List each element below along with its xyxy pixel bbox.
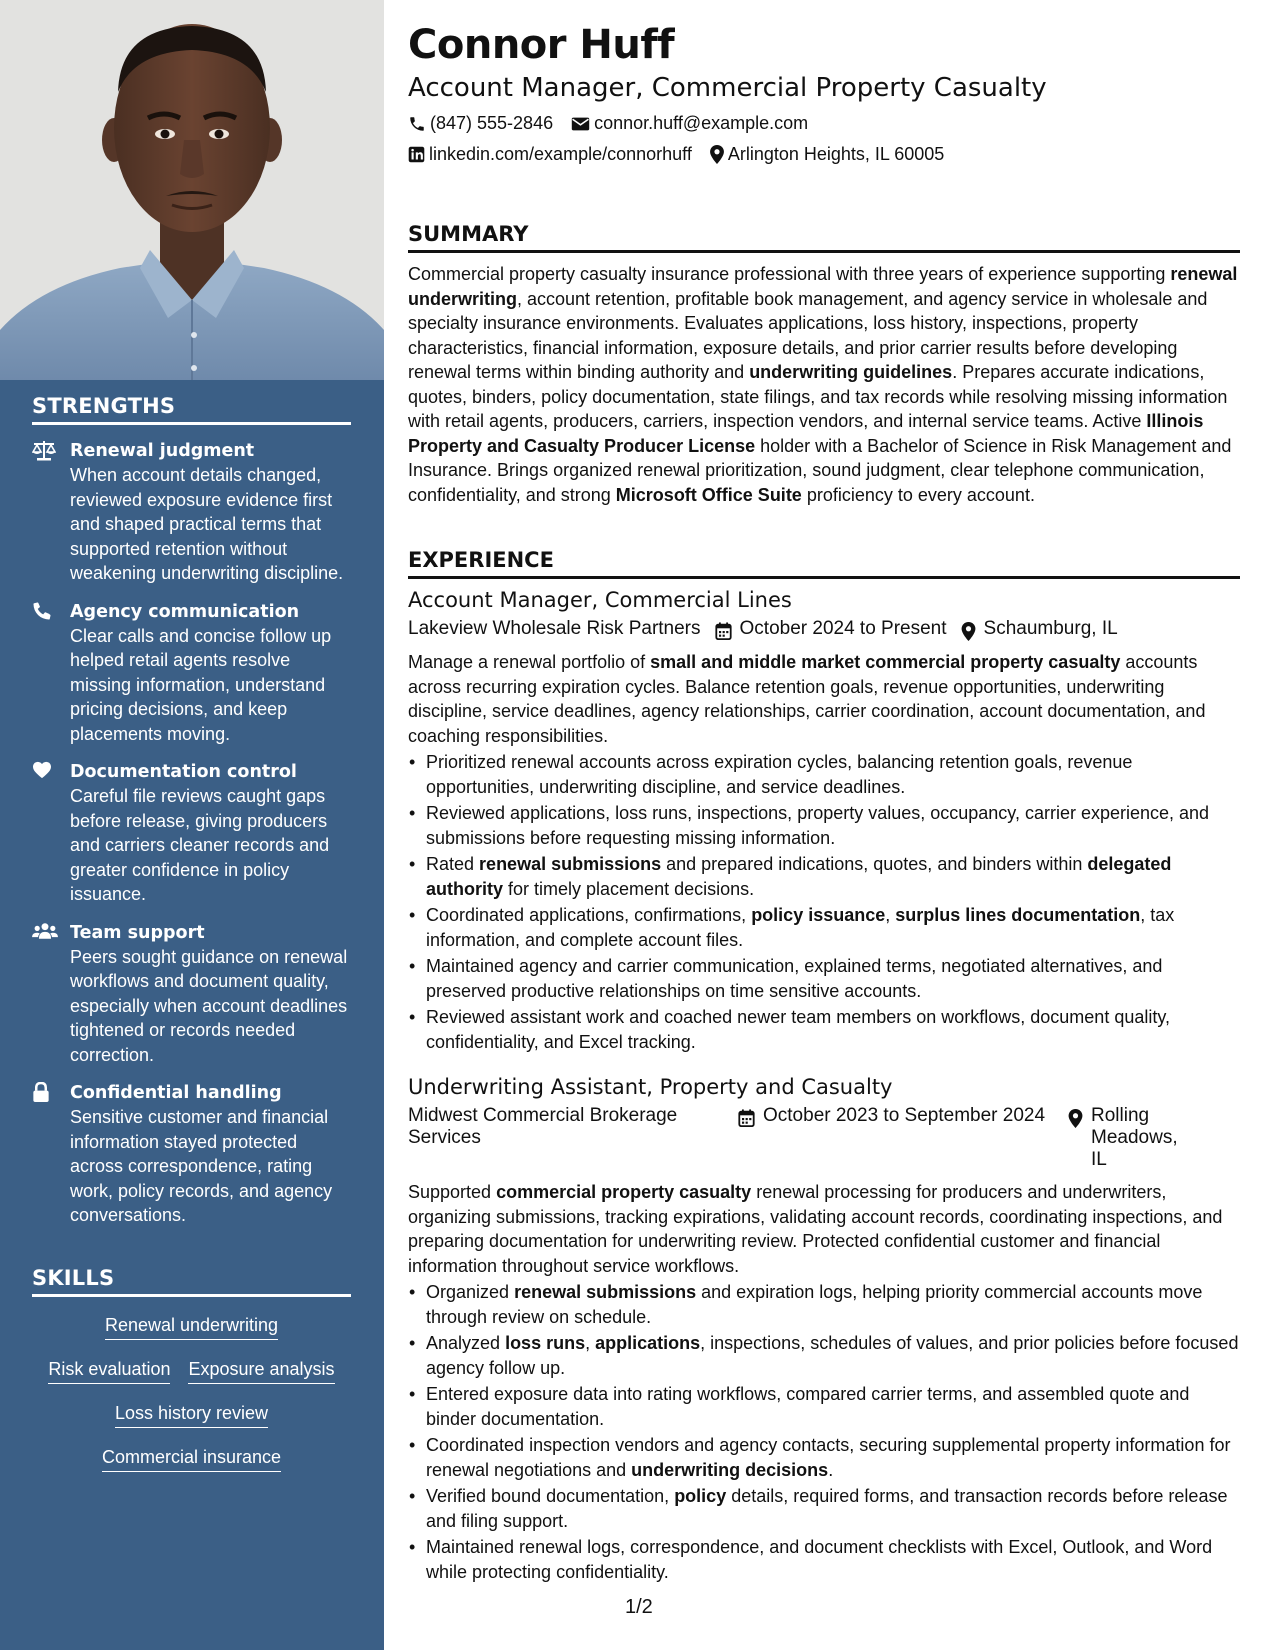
- bold-keyword: underwriting guidelines: [749, 362, 953, 382]
- strength-title: Renewal judgment: [70, 441, 255, 461]
- bold-keyword: policy issuance: [751, 905, 886, 925]
- text-run: Verified bound documentation,: [426, 1486, 675, 1506]
- bold-keyword: Illinois Property and Casualty Producer License: [408, 411, 1204, 456]
- company-text: Lakeview Wholesale Risk Partners: [408, 618, 701, 639]
- bullet-item: [408, 903, 1240, 952]
- text-run: accounts across recurring expiration cycles. Balance retention goals, revenue opportunities, underwriting discipline, service deadlines, agency relationships, carrier coordination, account documentation, and coaching responsibilities.: [408, 652, 1206, 746]
- job-intro: [408, 1180, 1240, 1278]
- map-pin-icon: [1068, 1109, 1083, 1128]
- text-run: Manage a renewal portfolio of: [408, 652, 651, 672]
- text-run: and expiration logs, helping priority commercial accounts move through review on schedule.: [426, 1282, 1203, 1327]
- job-bullets: [408, 1280, 1240, 1584]
- strengths-section: [32, 394, 351, 1242]
- text-run: Maintained agency and carrier communication, explained terms, negotiated alternatives, and preserved productive relationships on time sensitive accounts.: [426, 956, 1163, 1001]
- text-run: Prioritized renewal accounts across expiration cycles, balancing retention goals, revenue opportunities, underwriting discipline, and service deadlines.: [426, 752, 1133, 797]
- candidate-headline: Account Manager, Commercial Property Casualty: [408, 73, 1047, 103]
- summary-heading: SUMMARY: [408, 222, 1240, 253]
- strength-description: Careful file reviews caught gaps before release, giving producers and carriers cleaner records and greater confidence in policy issuance.: [70, 786, 330, 904]
- map-pin-icon: [710, 145, 724, 164]
- text-run: , inspections, schedules of values, and prior policies before focused agency follow up.: [426, 1333, 1239, 1378]
- linkedin-icon: [408, 146, 425, 163]
- skill-row: [32, 1357, 351, 1384]
- location-contact: [710, 144, 944, 165]
- text-run: Organized: [426, 1282, 515, 1302]
- skills-section: [32, 1266, 351, 1489]
- bold-keyword: renewal submissions: [514, 1282, 697, 1302]
- strength-description: Peers sought guidance on renewal workflows and document quality, especially when account deadlines tightened or records needed correction.: [70, 946, 348, 1065]
- location-text: Schaumburg, IL: [983, 618, 1118, 639]
- strength-body: [70, 600, 351, 747]
- dates-text: October 2024 to Present: [739, 618, 947, 639]
- email-text: connor.huff@example.com: [594, 113, 809, 133]
- text-run: .: [828, 1459, 834, 1480]
- portrait-illustration: [0, 0, 384, 380]
- bold-keyword: surplus lines documentation: [895, 905, 1141, 925]
- bullet-item: [408, 750, 1240, 799]
- skill-row: [32, 1445, 351, 1472]
- contact-row-2: [408, 144, 962, 165]
- text-run: , account retention, profitable book management, and agency service in wholesale and specialty insurance environments. Evaluates applications, loss history, inspections, property characteristics, financial information, exposure details, and prior carrier results before developing renewal terms within binding authority and: [408, 288, 1208, 382]
- text-run: Reviewed assistant work and coached newer team members on workflows, document quality, confidentiality, and Excel tracking.: [426, 1007, 1171, 1052]
- skill-tag: Renewal underwriting: [105, 1313, 278, 1340]
- location-text: Rolling Meadows, IL: [1091, 1105, 1178, 1170]
- company-text: Midwest Commercial Brokerage Services: [408, 1105, 678, 1148]
- experience-entry: [408, 588, 1240, 1056]
- bullet-item: [408, 1433, 1240, 1482]
- job-dates: [738, 1105, 1068, 1171]
- strength-item: [32, 1081, 351, 1228]
- strength-body: [70, 439, 351, 586]
- bullet-item: [408, 852, 1240, 901]
- strength-body: [70, 921, 351, 1068]
- job-intro: [408, 650, 1240, 748]
- candidate-name: Connor Huff: [408, 22, 675, 68]
- strength-title: Confidential handling: [70, 1083, 282, 1103]
- text-run: . Prepares accurate indications, quotes, binders, policy documentation, state filings, and tax records while resolving missing information with retail agents, producers, carriers, inspection vendors, and internal service teams. Active: [408, 362, 1228, 431]
- strength-title: Team support: [70, 922, 205, 943]
- bold-keyword: policy: [674, 1486, 727, 1506]
- bullet-item: [408, 1484, 1240, 1533]
- profile-photo: [0, 0, 384, 380]
- bold-keyword: renewal submissions: [479, 854, 662, 874]
- strength-title: Documentation control: [70, 762, 297, 782]
- job-bullets: [408, 750, 1240, 1054]
- bold-keyword: commercial property casualty: [496, 1182, 752, 1202]
- lock-icon: [32, 1081, 70, 1228]
- phone-icon: [32, 600, 70, 747]
- text-run: Coordinated applications, confirmations,: [426, 905, 752, 925]
- skill-tag: Loss history review: [115, 1401, 268, 1428]
- skill-row: [32, 1401, 351, 1428]
- job-meta: [408, 618, 1240, 641]
- job-location: [1068, 1105, 1188, 1171]
- linkedin-contact[interactable]: [408, 144, 692, 165]
- strength-description: When account details changed, reviewed exposure evidence first and shaped practical terms that supported retention without weakening underwriting discipline.: [70, 465, 344, 583]
- job-meta: [408, 1105, 1240, 1171]
- text-run: Maintained renewal logs, correspondence, and document checklists with Excel, Outlook, and Word while protecting confidentiality.: [426, 1537, 1213, 1582]
- phone-text: (847) 555-2846: [430, 113, 554, 133]
- page-number: 1/2: [625, 1596, 653, 1618]
- scale-icon: [32, 439, 70, 586]
- location-text: Arlington Heights, IL 60005: [727, 144, 945, 164]
- text-run: and prepared indications, quotes, and binders within: [661, 854, 1088, 874]
- text-run: Coordinated inspection vendors and agency contacts, securing supplemental property information for renewal negotiations and: [426, 1435, 1231, 1480]
- strengths-heading: STRENGTHS: [32, 394, 351, 425]
- dates-text: October 2023 to September 2024: [763, 1105, 1046, 1126]
- text-run: Commercial property casualty insurance professional with three years of experience supporting: [408, 264, 1171, 284]
- bold-keyword: underwriting decisions: [631, 1459, 829, 1480]
- bold-keyword: loss runs: [505, 1333, 586, 1353]
- strength-description: Sensitive customer and financial information stayed protected across correspondence, rating work, policy records, and agency conversations.: [70, 1107, 333, 1225]
- text-run: renewal processing for producers and underwriters, organizing submissions, tracking expirations, validating account records, coordinating inspections, and preparing documentation for underwriting review. Protected confidential customer and financial information throughout service workflows.: [408, 1182, 1223, 1276]
- strengths-list: [32, 439, 351, 1228]
- text-run: ,: [585, 1333, 596, 1353]
- email-contact[interactable]: [571, 113, 808, 134]
- text-run: Reviewed applications, loss runs, inspections, property values, occupancy, carrier experience, and submissions before requesting missing information.: [426, 803, 1210, 848]
- text-run: Analyzed: [426, 1333, 506, 1353]
- bold-keyword: small and middle market commercial property casualty: [650, 652, 1121, 672]
- users-icon: [32, 921, 70, 1068]
- phone-contact[interactable]: [408, 113, 553, 134]
- bold-keyword: applications: [595, 1333, 701, 1353]
- company-name: [408, 618, 701, 641]
- strength-item: [32, 760, 351, 907]
- bullet-item: [408, 1005, 1240, 1054]
- calendar-icon: [715, 622, 732, 640]
- text-run: Supported: [408, 1182, 497, 1202]
- text-run: Entered exposure data into rating workflows, compared carrier terms, and assembled quote and binder documentation.: [426, 1384, 1190, 1429]
- text-run: details, required forms, and transaction records before release and filing support.: [426, 1486, 1228, 1531]
- text-run: for timely placement decisions.: [503, 878, 755, 899]
- strength-item: [32, 921, 351, 1068]
- skill-tag: Exposure analysis: [188, 1357, 334, 1384]
- job-location: [961, 618, 1118, 641]
- skill-row: [32, 1313, 351, 1340]
- skills-heading: SKILLS: [32, 1266, 351, 1297]
- strength-title: Agency communication: [70, 601, 300, 622]
- strength-item: [32, 600, 351, 747]
- sidebar: [0, 0, 384, 1650]
- text-run: holder with a Bachelor of Science in Risk Management and Insurance. Brings organized renewal prioritization, sound judgment, clear telephone communication, confidentiality, and strong: [408, 435, 1232, 505]
- text-run: , tax information, and complete account files.: [426, 905, 1175, 950]
- bullet-item: [408, 1535, 1240, 1584]
- strength-description: Clear calls and concise follow up helped retail agents resolve missing information, understand pricing decisions, and keep placements moving.: [70, 625, 332, 744]
- text-run: proficiency to every account.: [801, 484, 1035, 505]
- text-run: Rated: [426, 854, 480, 874]
- summary-text: [408, 262, 1240, 507]
- contact-row: [408, 113, 826, 134]
- experience-entry: [408, 1075, 1240, 1586]
- experience-heading: EXPERIENCE: [408, 548, 1240, 579]
- strength-body: [70, 1081, 351, 1228]
- job-title: Account Manager, Commercial Lines: [408, 588, 792, 612]
- text-run: ,: [885, 905, 896, 925]
- heart-icon: [32, 760, 70, 907]
- bullet-item: [408, 1382, 1240, 1431]
- bold-keyword: delegated authority: [426, 854, 1172, 899]
- bullet-item: [408, 1331, 1240, 1380]
- job-title: Underwriting Assistant, Property and Casualty: [408, 1075, 893, 1099]
- bullet-item: [408, 1280, 1240, 1329]
- calendar-icon: [738, 1109, 755, 1127]
- bullet-item: [408, 954, 1240, 1003]
- job-dates: [715, 618, 947, 641]
- bullet-item: [408, 801, 1240, 850]
- strength-body: [70, 760, 351, 907]
- map-pin-icon: [961, 622, 976, 641]
- phone-icon: [408, 115, 426, 133]
- envelope-icon: [571, 116, 590, 132]
- skill-tag: Commercial insurance: [102, 1445, 281, 1472]
- linkedin-text: linkedin.com/example/connorhuff: [429, 144, 692, 164]
- company-name: [408, 1105, 738, 1171]
- bold-keyword: renewal underwriting: [408, 264, 1238, 309]
- strength-item: [32, 439, 351, 586]
- skill-tag: Risk evaluation: [48, 1357, 170, 1384]
- bold-keyword: Microsoft Office Suite: [615, 484, 802, 505]
